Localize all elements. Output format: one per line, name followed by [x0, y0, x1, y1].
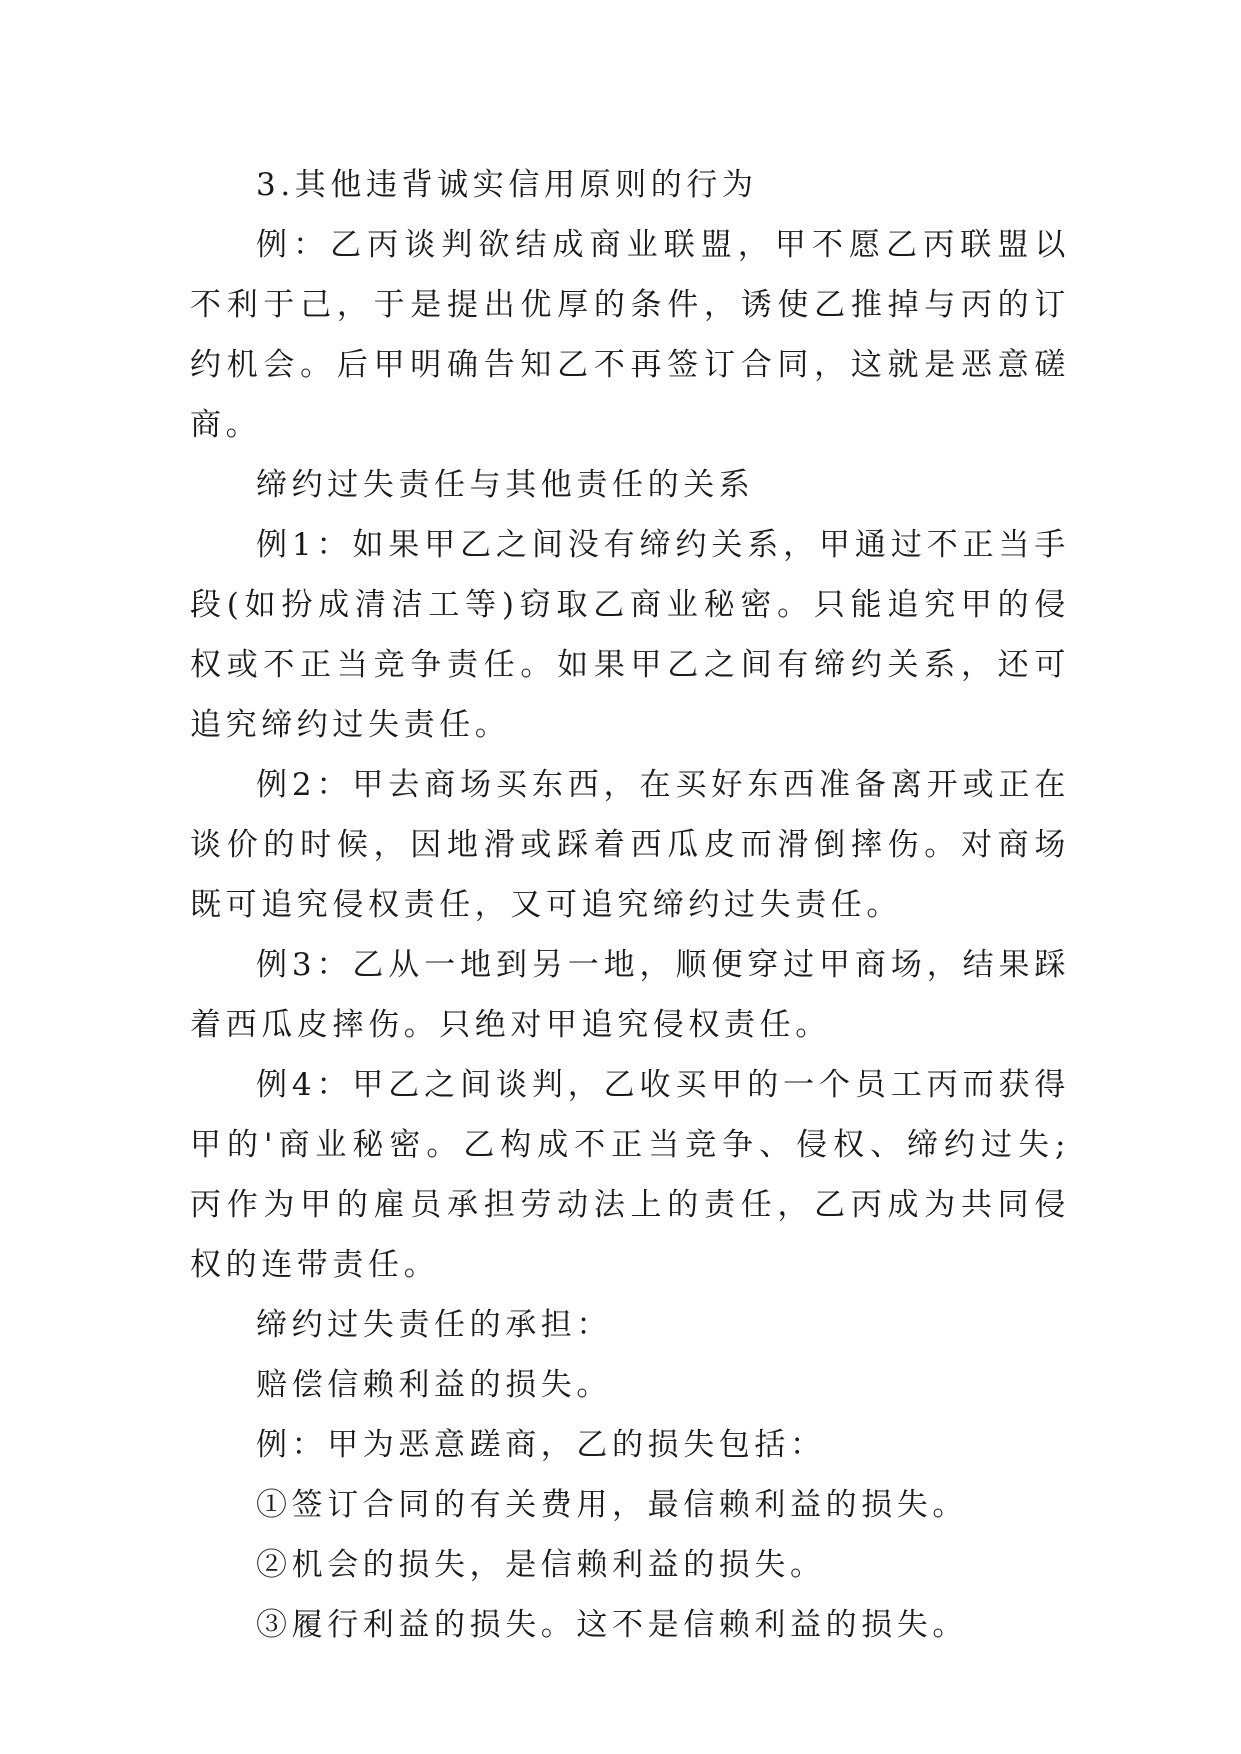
- paragraph-reliance-compensation: 赔偿信赖利益的损失。: [256, 1367, 612, 1403]
- paragraph-example-1: 例1：如果甲乙之间没有缔约关系，甲通过不正当手段(如扮成清洁工等)窃取乙商业秘密。只能追究甲的侵权或不正当竞争责任。如果甲乙之间有缔约关系，还可追究缔约过失责任。: [190, 527, 1070, 743]
- paragraph-example-3: 例3：乙从一地到另一地，顺便穿过甲商场，结果踩着西瓜皮摔伤。只绝对甲追究侵权责任。: [190, 947, 1070, 1043]
- list-item-1: ①签订合同的有关费用，最信赖利益的损失。: [256, 1487, 968, 1523]
- paragraph-example-malicious-negotiation: 例：乙丙谈判欲结成商业联盟，甲不愿乙丙联盟以不利于己，于是提出优厚的条件，诱使乙推掉与丙的订约机会。后甲明确告知乙不再签订合同，这就是恶意磋商。: [190, 227, 1070, 443]
- document-page: [190, 155, 1070, 1655]
- list-item-2: ②机会的损失，是信赖利益的损失。: [256, 1547, 826, 1583]
- paragraph-example-4: 例4：甲乙之间谈判，乙收买甲的一个员工丙而获得甲的'商业秘密。乙构成不正当竞争、侵权、缔约过失;丙作为甲的雇员承担劳动法上的责任，乙丙成为共同侵权的连带责任。: [190, 1067, 1070, 1283]
- paragraph-heading-liability-bearing: 缔约过失责任的承担：: [256, 1307, 612, 1343]
- paragraph-heading-liability-relations: 缔约过失责任与其他责任的关系: [256, 467, 755, 503]
- paragraph-heading-other-bad-faith: 3.其他违背诚实信用原则的行为: [256, 167, 758, 203]
- paragraph-example-losses: 例：甲为恶意蹉商，乙的损失包括：: [256, 1427, 826, 1463]
- list-item-3: ③履行利益的损失。这不是信赖利益的损失。: [256, 1607, 968, 1643]
- paragraph-example-2: 例2：甲去商场买东西，在买好东西准备离开或正在谈价的时候，因地滑或踩着西瓜皮而滑倒摔伤。对商场既可追究侵权责任，又可追究缔约过失责任。: [190, 767, 1070, 923]
